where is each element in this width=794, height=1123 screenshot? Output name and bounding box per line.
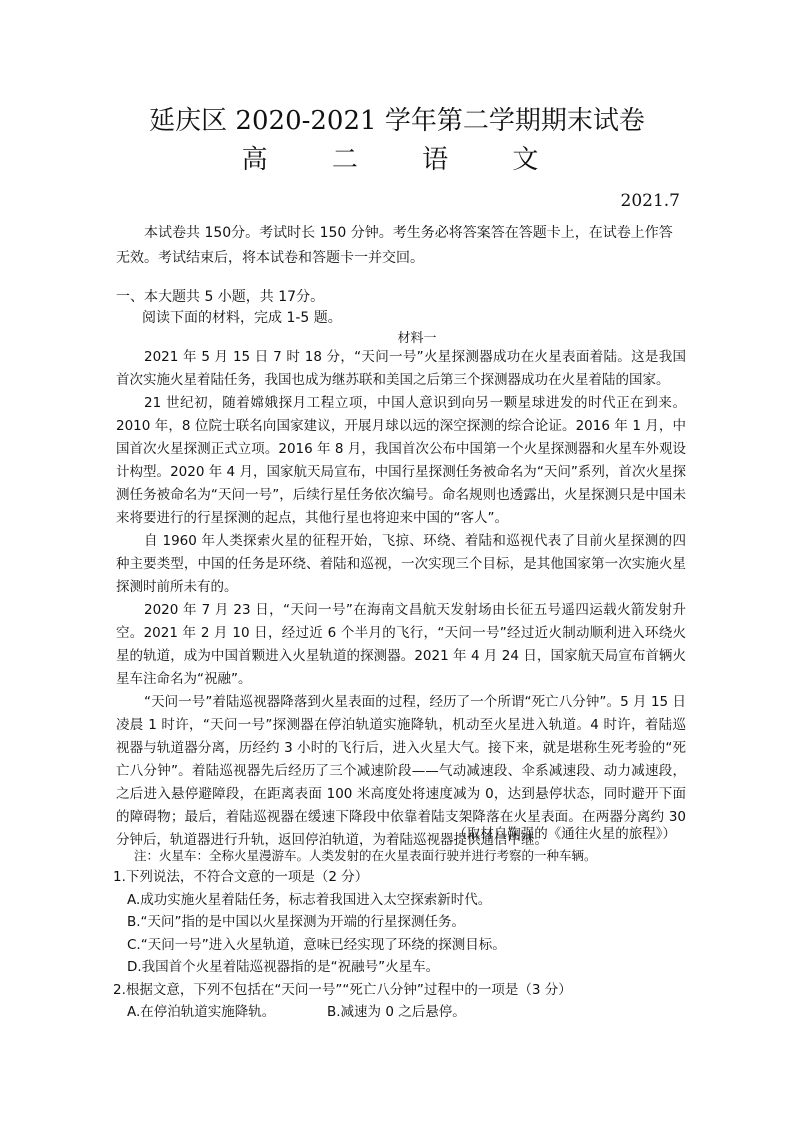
question-list <box>113 866 703 1024</box>
exam-subtitle: 高 二 语 文 <box>241 145 567 175</box>
question-2-option-a: A.在停泊轨道实施降轨。 <box>127 1004 276 1020</box>
paragraph: 2021 年 5 月 15 日 7 时 18 分，“天问一号”火星探测器成功在火星表面着陆。这是我国首次实施火星着陆任务，我国也成为继苏联和美国之后第三个探测器成功在火星着陆的国家。 <box>116 349 686 388</box>
question-1-option-b: B.“天问”指的是中国以火星探测为开端的行星探测任务。 <box>127 914 466 930</box>
footnote: 注：火星车：全称火星漫游车。人类发射的在火星表面行驶并进行考察的一种车辆。 <box>134 848 597 863</box>
question-1-option-a: A.成功实施火星着陆任务，标志着我国进入太空探索新时代。 <box>127 891 492 908</box>
exam-title: 延庆区 2020-2021 学年第二学期期末试卷 <box>149 106 645 136</box>
material-body <box>116 346 686 852</box>
question-2-stem: 2.根据文意，下列不包括在“天问一号”“死亡八分钟”过程中的一项是（3 分） <box>113 981 572 998</box>
paragraph: 21 世纪初，随着嫦娥探月工程立项，中国人意识到向另一颗星球进发的时代正在到来。2010 年，8 位院士联名向国家建议，开展月球以远的深空探测的综合论证。2016 年 1 月，中国首次火星探测正式立项。2016 年 8 月，我国首次公布中国第一个火星探测器和火星车外观设计构型。2020 年 4 月，国家航天局宣布，中国行星探测任务被命名为“天问”系列，首次火星探测任务被命名为“天问一号”，后续行星任务依次编号。命名规则也透露出，火星探测只是中国未来将要进行的行星探测的起点，其他行星也将迎来中国的“客人”。 <box>116 395 686 526</box>
section-instruction: 阅读下面的材料，完成 1-5 题。 <box>142 310 342 326</box>
material-title: 材料一 <box>397 331 437 346</box>
material-source: （取材自鞠强的《通往火星的旅程》） <box>453 826 676 842</box>
paragraph: “天问一号”着陆巡视器降落到火星表面的过程，经历了一个所谓“死亡八分钟”。5 月 15 日凌晨 1 时许，“天问一号”探测器在停泊轨道实施降轨，机动至火星进入轨道。4 时许，着陆巡视器与轨道器分离，历经约 3 小时的飞行后，进入火星大气。接下来，就是堪称生死考验的“死亡八分钟”。着陆巡视器先后经历了三个减速阶段——气动减速段、伞系减速段、动力减速段，之后进入悬停避障段，在距离表面 100 米高度处将速度减为 0，达到悬停状态，同时避开下面的障碍物；最后，着陆巡视器在缓速下降段中依靠着陆支架降落在火星表面。在两器分离约 30 分钟后，轨道器进行升轨，返回停泊轨道，为着陆巡视器提供通信中继。 <box>116 694 686 848</box>
question-1-stem: 1.下列说法，不符合文意的一项是（2 分） <box>113 869 369 885</box>
question-2-option-b: B.减速为 0 之后悬停。 <box>327 1004 466 1020</box>
section-heading: 一、本大题共 5 小题，共 17分。 <box>116 289 325 305</box>
exam-date: 2021.7 <box>620 191 680 211</box>
paragraph: 自 1960 年人类探索火星的征程开始，飞掠、环绕、着陆和巡视代表了目前火星探测的四种主要类型，中国的任务是环绕、着陆和巡视，一次实现三个目标，是其他国家第一次实施火星探测时前所未有的。 <box>116 533 686 595</box>
question-1-option-c: C.“天问一号”进入火星轨道，意味已经实现了环绕的探测目标。 <box>127 936 506 953</box>
paragraph: 2020 年 7 月 23 日，“天问一号”在海南文昌航天发射场由长征五号遥四运载火箭发射升空。2021 年 2 月 10 日，经过近 6 个半月的飞行，“天问一号”经过近火制动顺利进入环绕火星的轨道，成为中国首颗进入火星轨道的探测器。2021 年 4 月 24 日，国家航天局宣布首辆火星车注命名为“祝融”。 <box>116 602 686 687</box>
question-1-option-d: D.我国首个火星着陆巡视器指的是“祝融号”火星车。 <box>127 959 440 975</box>
question-2-options <box>113 1001 703 1024</box>
exam-instructions: 本试卷共 150分。考试时长 150 分钟。考生务必将答案答在答题卡上，在试卷上作答无效。考试结束后，将本试卷和答题卡一并交回。 <box>116 225 673 266</box>
